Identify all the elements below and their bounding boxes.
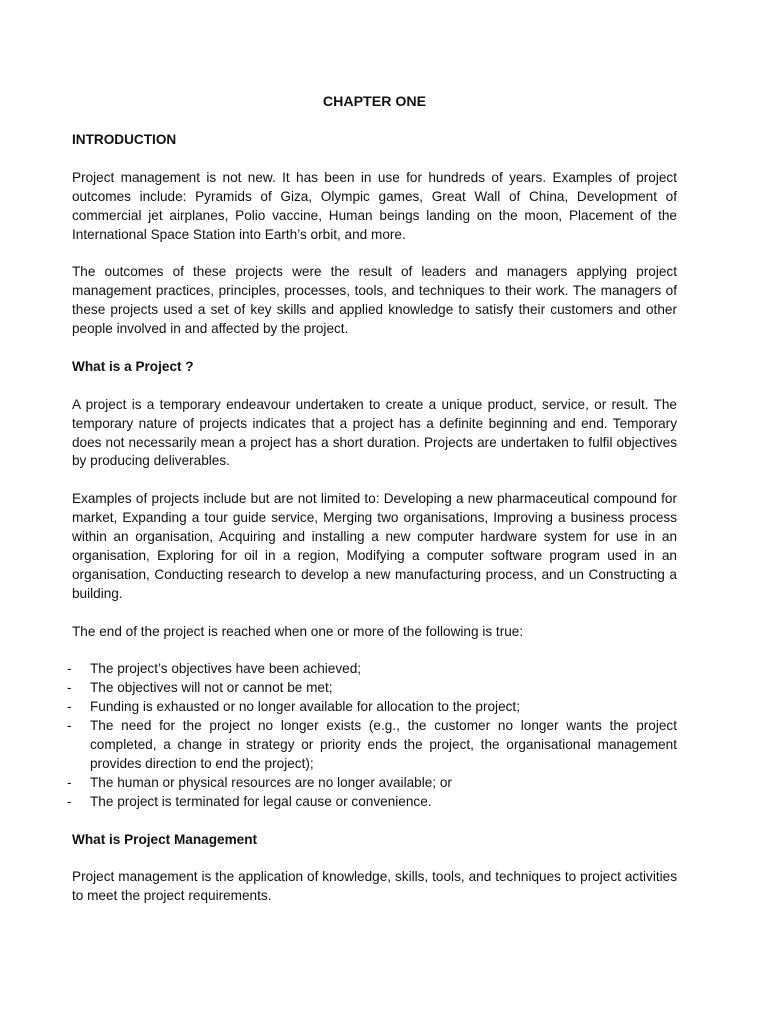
list-item-text: The human or physical resources are no longer available; or (90, 774, 452, 790)
paragraph: The outcomes of these projects were the result of leaders and managers applying project management practices, principles, processes, tools, and techniques to their work. The managers of these projects used a set of key skills and applied knowledge to satisfy their customers and other people involved in and affected by the project. (72, 264, 677, 337)
section-heading-what-is-project-management: What is Project Management (72, 831, 258, 847)
list-item (67, 793, 677, 812)
section-heading-introduction: INTRODUCTION (72, 131, 177, 147)
list-item-text: The project’s objectives have been achieved; (90, 661, 362, 677)
paragraph: A project is a temporary endeavour undertaken to create a unique product, service, or result. The temporary nature of projects indicates that a project has a definite beginning and end. Temporary does not necessarily mean a project has a short duration. Projects are undertaken to fulfil objectives by producing deliverables. (72, 396, 677, 469)
project-end-conditions-list (67, 660, 677, 811)
chapter-title: CHAPTER ONE (322, 94, 427, 110)
paragraph: Examples of projects include but are not limited to: Developing a new pharmaceutical compound for market, Expanding a tour guide service, Merging two organisations, Improving a business process within an organisation, Acquiring and installing a new computer hardware system for use in an organisation, Exploring for oil in a region, Modifying a computer software program used in an organisation, Conducting research to develop a new manufacturing process, and un Constructing a building. (72, 491, 677, 601)
paragraph: The end of the project is reached when one or more of the following is true: (72, 623, 524, 639)
list-item (67, 679, 677, 698)
paragraph: Project management is the application of knowledge, skills, tools, and techniques to project activities to meet the project requirements. (72, 869, 677, 904)
bullet-dash: - (67, 793, 72, 809)
list-item-text: The project is terminated for legal cause or convenience. (90, 793, 432, 809)
bullet-dash: - (67, 718, 72, 734)
bullet-dash: - (67, 699, 72, 715)
list-item (67, 717, 677, 774)
bullet-dash: - (67, 680, 72, 696)
bullet-dash: - (67, 661, 72, 677)
list-item (67, 660, 677, 679)
section-heading-what-is-a-project: What is a Project ? (72, 358, 194, 374)
list-item-text: The need for the project no longer exists (e.g., the customer no longer wants the project completed, a change in strategy or priority ends the project, the organisational management provides direction to end the project); (90, 718, 677, 771)
list-item (67, 698, 677, 717)
list-item-text: Funding is exhausted or no longer available for allocation to the project; (90, 699, 520, 715)
list-item-text: The objectives will not or cannot be met; (90, 680, 333, 696)
document-page (67, 93, 677, 925)
bullet-dash: - (67, 774, 72, 790)
list-item (67, 774, 677, 793)
paragraph: Project management is not new. It has been in use for hundreds of years. Examples of project outcomes include: Pyramids of Giza, Olympic games, Great Wall of China, Development of commercial jet airplanes, Polio vaccine, Human beings landing on the moon, Placement of the International Space Station into Earth’s orbit, and more. (72, 169, 677, 242)
